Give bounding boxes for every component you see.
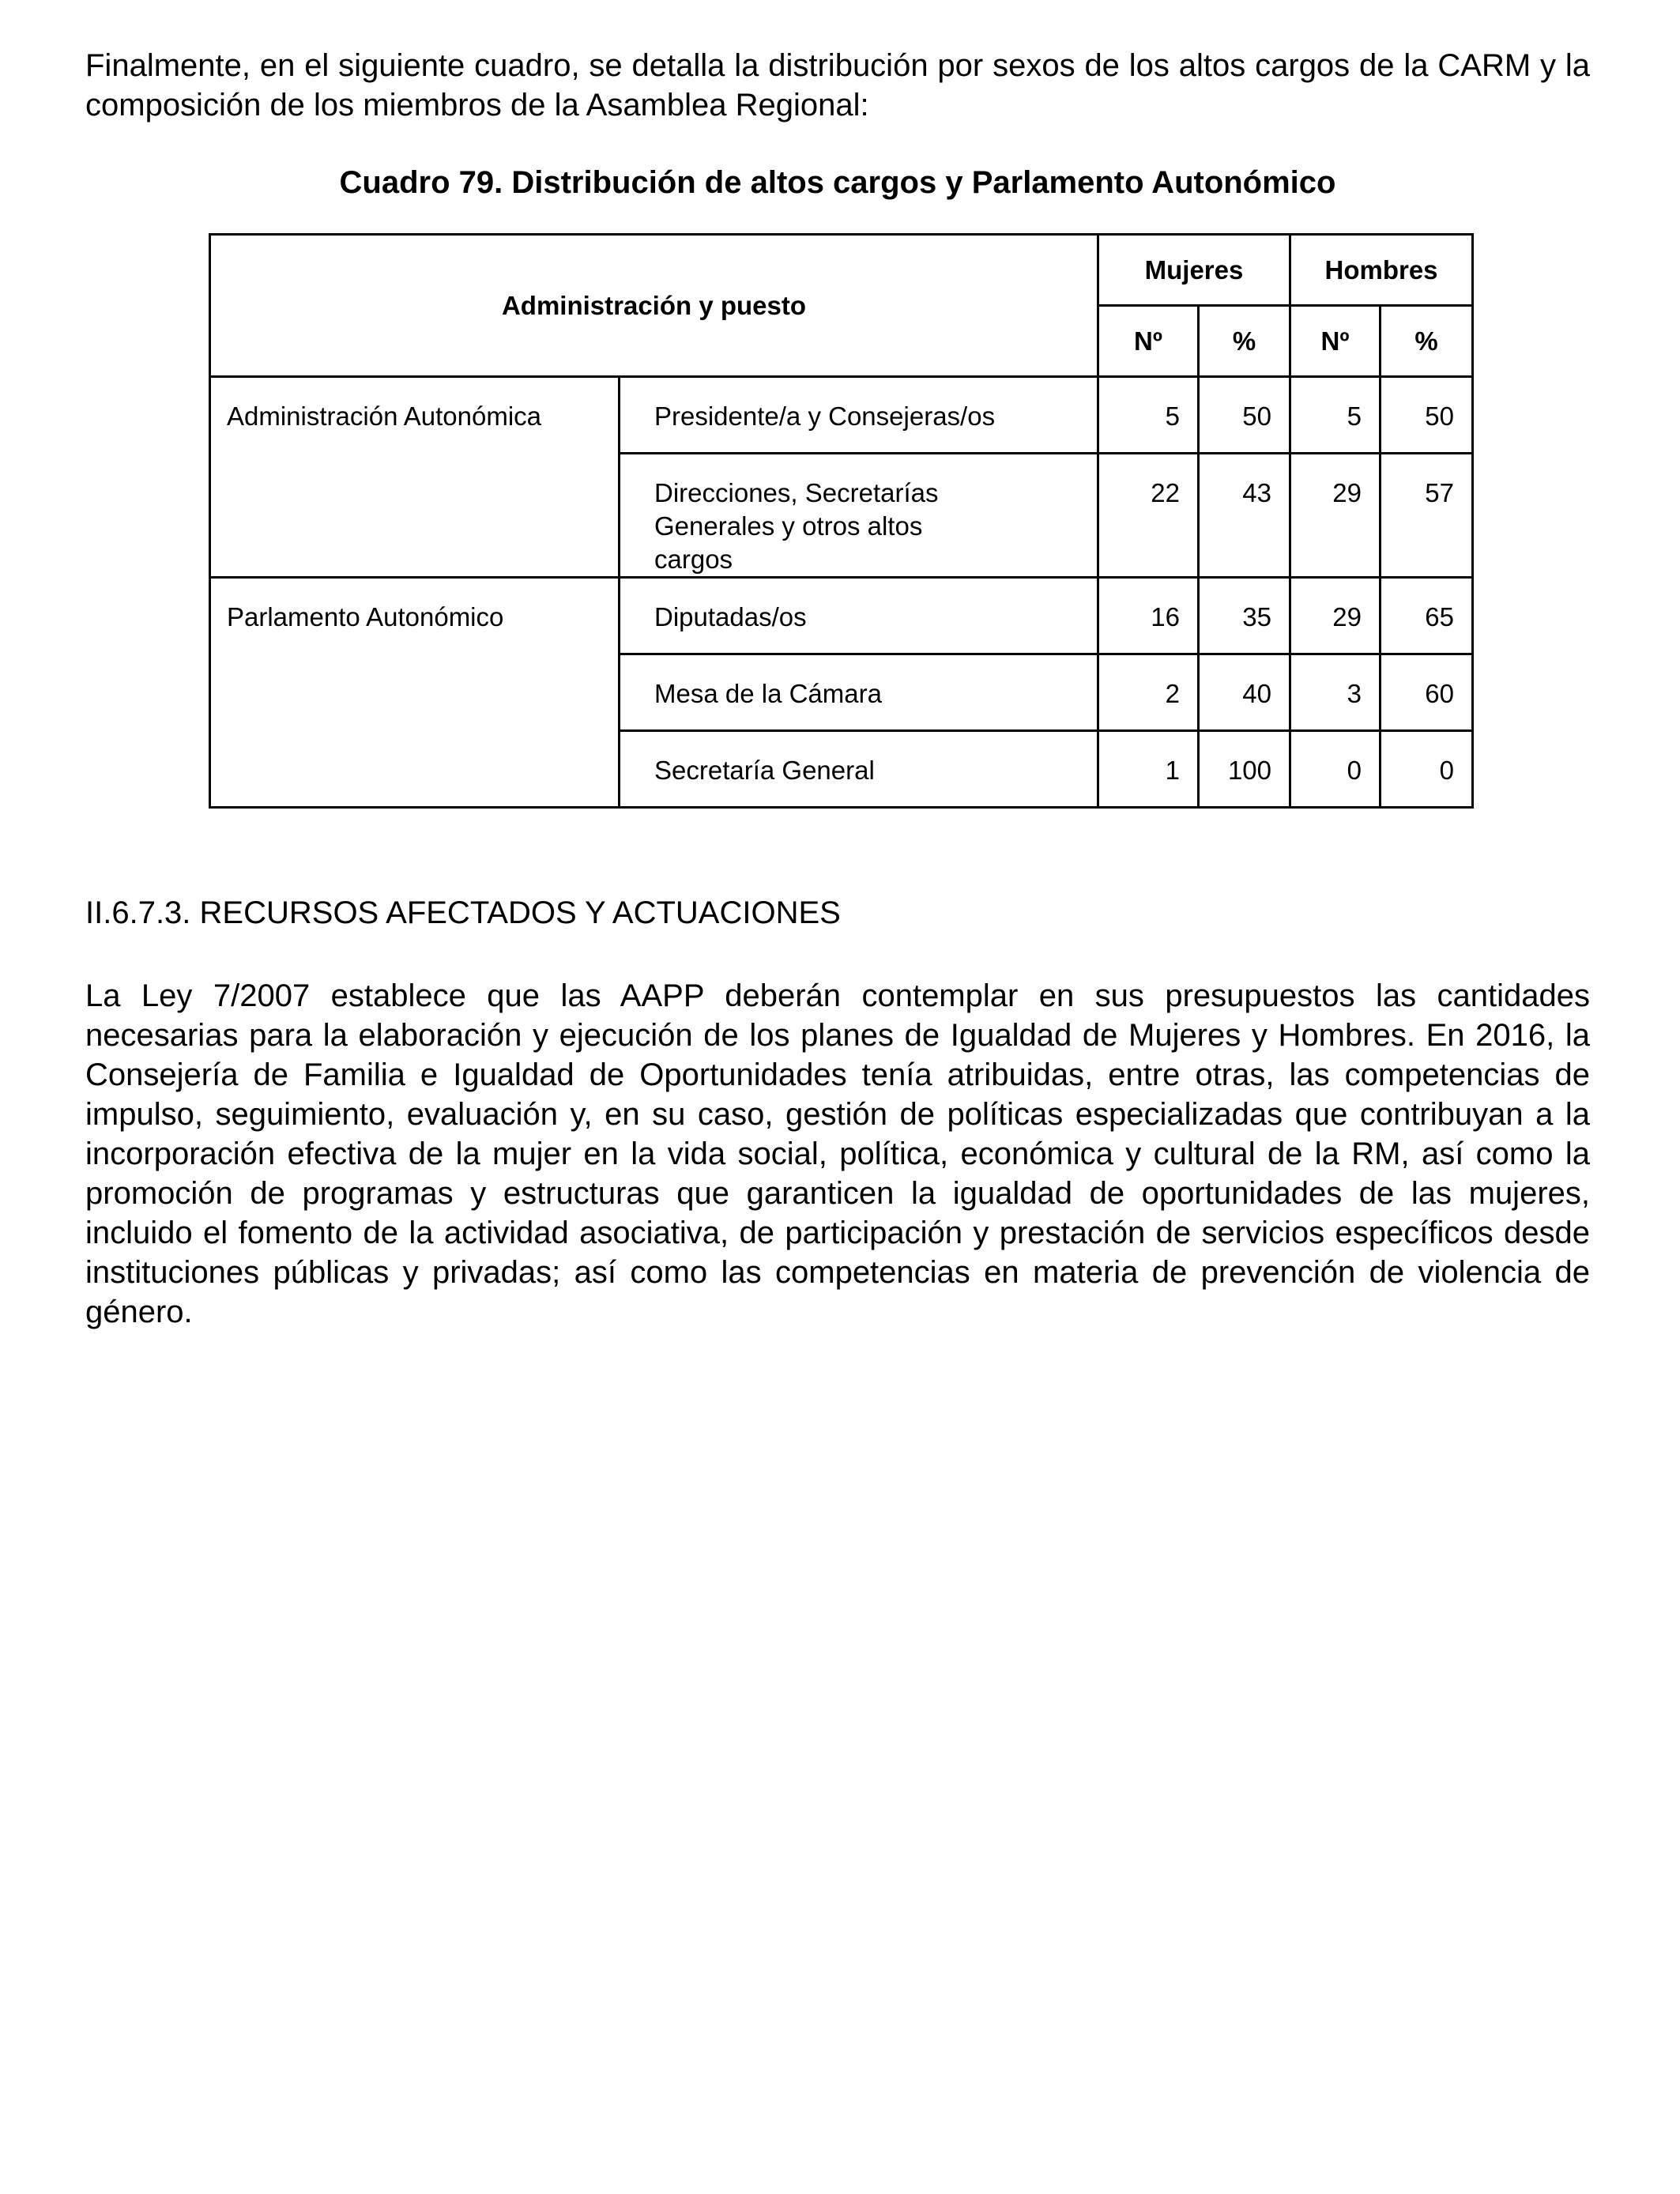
header-hombres-num: Nº	[1290, 306, 1381, 377]
table-row	[210, 578, 1473, 654]
puesto-cell: Secretaría General	[620, 731, 1098, 808]
hombres-pct-cell: 50	[1381, 377, 1473, 454]
mujeres-num-cell: 1	[1098, 731, 1199, 808]
hombres-num-cell: 5	[1290, 377, 1381, 454]
mujeres-pct-cell: 100	[1199, 731, 1290, 808]
table-header-row	[210, 235, 1473, 306]
puesto-cell: Direcciones, Secretarías Generales y otros altos cargos	[620, 454, 1098, 578]
document-page	[85, 46, 1590, 1329]
group-name: Administración Autonómica	[210, 377, 620, 578]
header-administracion-puesto: Administración y puesto	[210, 235, 1098, 377]
hombres-num-cell: 29	[1290, 578, 1381, 654]
mujeres-num-cell: 16	[1098, 578, 1199, 654]
hombres-num-cell: 0	[1290, 731, 1381, 808]
puesto-cell: Diputadas/os	[620, 578, 1098, 654]
puesto-cell: Mesa de la Cámara	[620, 654, 1098, 731]
header-mujeres-pct: %	[1199, 306, 1290, 377]
mujeres-pct-cell: 35	[1199, 578, 1290, 654]
mujeres-num-cell: 5	[1098, 377, 1199, 454]
group-name: Parlamento Autonómico	[210, 578, 620, 808]
table-title: Cuadro 79. Distribución de altos cargos y Parlamento Autonómico	[339, 165, 1336, 200]
mujeres-pct-cell: 50	[1199, 377, 1290, 454]
intro-paragraph: Finalmente, en el siguiente cuadro, se detalla la distribución por sexos de los altos cargos de la CARM y la composición de los miembros de la Asamblea Regional:	[85, 48, 1590, 123]
header-hombres: Hombres	[1290, 235, 1473, 306]
hombres-pct-cell: 57	[1381, 454, 1473, 578]
table-row	[210, 377, 1473, 454]
mujeres-pct-cell: 43	[1199, 454, 1290, 578]
mujeres-num-cell: 22	[1098, 454, 1199, 578]
hombres-pct-cell: 60	[1381, 654, 1473, 731]
body-paragraph: La Ley 7/2007 establece que las AAPP deberán contemplar en sus presupuestos las cantidades necesarias para la elaboración y ejecución de los planes de Igualdad de Mujeres y Hombres. En 2016, la Consejería de Familia e Igualdad de Oportunidades tenía atribuidas, entre otras, las competencias de impulso, seguimiento, evaluación y, en su caso, gestión de políticas especializadas que contribuyan a la incorporación efectiva de la mujer en la vida social, política, económica y cultural de la RM, así como la promoción de programas y estructuras que garanticen la igualdad de oportunidades de las mujeres, incluido el fomento de la actividad asociativa, de participación y prestación de servicios específicos desde instituciones públicas y privadas; así como las competencias en materia de prevención de violencia de género.	[85, 978, 1590, 1329]
puesto-cell: Presidente/a y Consejeras/os	[620, 377, 1098, 454]
distribution-table	[209, 233, 1474, 809]
header-hombres-pct: %	[1381, 306, 1473, 377]
hombres-num-cell: 29	[1290, 454, 1381, 578]
header-mujeres-num: Nº	[1098, 306, 1199, 377]
header-mujeres: Mujeres	[1098, 235, 1290, 306]
section-heading: II.6.7.3. RECURSOS AFECTADOS Y ACTUACIONES	[85, 895, 841, 930]
mujeres-pct-cell: 40	[1199, 654, 1290, 731]
hombres-pct-cell: 0	[1381, 731, 1473, 808]
mujeres-num-cell: 2	[1098, 654, 1199, 731]
hombres-num-cell: 3	[1290, 654, 1381, 731]
hombres-pct-cell: 65	[1381, 578, 1473, 654]
